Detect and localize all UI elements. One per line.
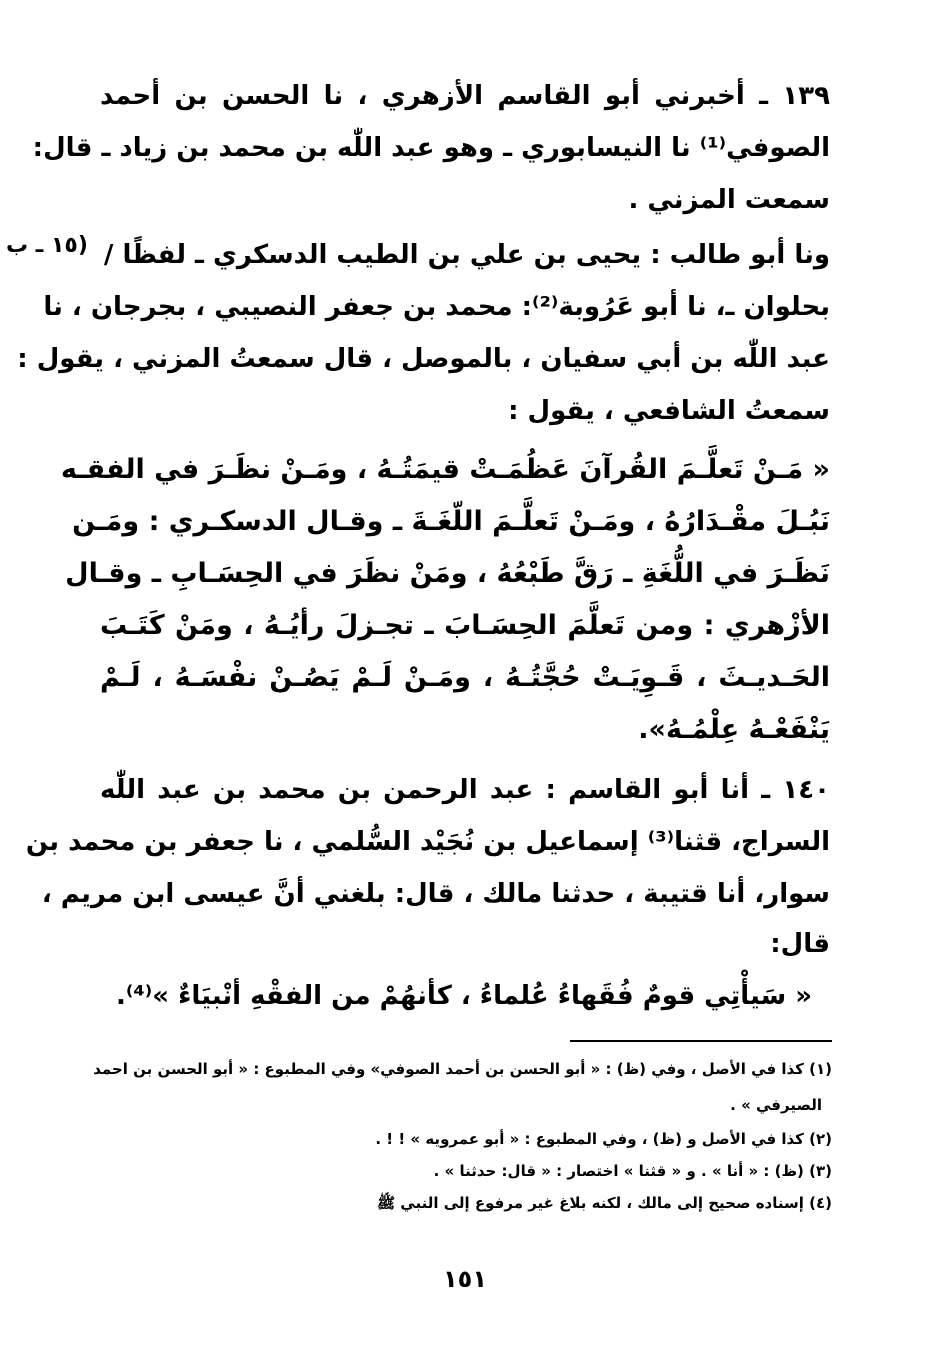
footnote-divider <box>570 1040 832 1042</box>
quote-line: « مَـنْ تَعلَّـمَ القُرآنَ عَظُمَـتْ قيمَتُـهُ ، ومَـنْ نظَـرَ في الفقـه <box>60 454 830 485</box>
quote-line: يَنْفَعْـهُ عِلْمُـهُ». <box>638 714 830 745</box>
body-line: سمعت المزني . <box>628 185 830 215</box>
quote-line: الأزْهري : ومن تَعلَّمَ الحِسَـابَ ـ تجـزلَ رأيُـهُ ، ومَنْ كَتَـبَ <box>100 610 830 641</box>
body-line: ١٣٩ ـ أخبرني أبو القاسم الأزهري ، نا الحسن بن أحمد <box>100 81 830 111</box>
footnote: (١) كذا في الأصل ، وفي (ظ) : « أبو الحسن بن أحمد الصوفي» وفي المطبوع : « أبو الحسن بن احمد <box>93 1060 832 1078</box>
body-line: الصوفي⁽¹⁾ نا النيسابوري ـ وهو عبد اللّٰه بن محمد بن زياد ـ قال: <box>32 133 830 163</box>
quote-line: « سَيأْتِي قومٌ فُقَهاءُ عُلماءُ ، كأنهُمْ من الفقْهِ أنْبيَاءٌ »⁽⁴⁾. <box>116 981 812 1011</box>
body-line: بحلوان ـ، نا أبو عَرُوبة⁽²⁾: محمد بن جعفر النصيبي ، بجرجان ، نا <box>43 292 830 322</box>
footnote: (٣) (ظ) : « أنا » . و « قثنا » اختصار : « قال: حدثنا » . <box>433 1162 832 1180</box>
page-number: ١٥١ <box>443 1265 487 1293</box>
footnote: (٢) كذا في الأصل و (ظ) ، وفي المطبوع : « أبو عمرويه » ! ! . <box>375 1130 832 1148</box>
quote-line: نَظَـرَ في اللُّغَةِ ـ رَقَّ طَبْعُهُ ، ومَنْ نظَرَ في الحِسَـابِ ـ وقـال <box>65 558 830 589</box>
body-line: عبد اللّٰه بن أبي سفيان ، بالموصل ، قال سمعتُ المزني ، يقول : <box>17 344 830 374</box>
quote-line: الحَـديـثَ ، قَـوِيَـتْ حُجَّتُـهُ ، ومَـنْ لَـمْ يَصُـنْ نفْسَـهُ ، لَـمْ <box>100 662 830 693</box>
quote-line: نَبُـلَ مقْـدَارُهُ ، ومَـنْ تَعلَّـمَ اللّغَـةَ ـ وقـال الدسكـري : ومَـن <box>72 506 830 537</box>
body-line: ١٤٠ ـ أنا أبو القاسم : عبد الرحمن بن محمد بن عبد اللّٰه <box>100 775 830 805</box>
body-line: ونا أبو طالب : يحيى بن علي بن الطيب الدسكري ـ لفظًا / <box>103 240 830 270</box>
body-line: سوار، أنا قتيبة ، حدثنا مالك ، قال: بلغني أنَّ عيسى ابن مريم ، <box>41 879 830 909</box>
footnote: الصيرفي » . <box>730 1096 822 1114</box>
body-line: قال: <box>770 929 830 959</box>
margin-note: (١٥ ـ ب <box>6 233 88 258</box>
body-line: السراج، قثنا⁽³⁾ إسماعيل بن نُجَيْد السُّلمي ، نا جعفر بن محمد بن <box>25 827 830 857</box>
footnote: (٤) إسناده صحيح إلى مالك ، لكنه بلاغ غير مرفوع إلى النبي ﷺ <box>376 1194 832 1212</box>
body-line: سمعتُ الشافعي ، يقول : <box>508 396 830 426</box>
